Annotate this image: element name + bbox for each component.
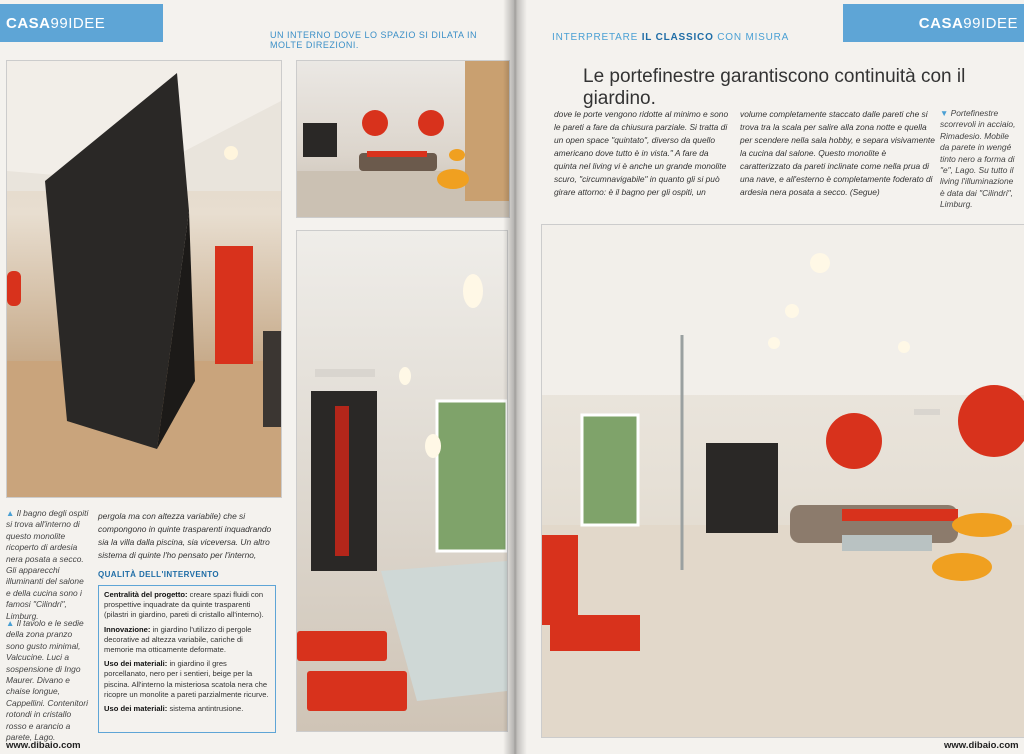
brand-bar-right <box>843 4 1024 42</box>
caption-arrow-icon: ▲ <box>6 508 17 518</box>
footer-url-left[interactable]: www.dibaio.com <box>6 740 81 751</box>
brand-bar-left <box>0 4 163 42</box>
caption-bagno: ▲ Il bagno degli ospiti si trova all'interno di questo monolite ricoperto di ardesia nera posata a secco. Gli apparecchi illuminanti del salone e della cucina sono i famosi "Cilindri", Limburg. <box>6 508 89 621</box>
left-body-text: pergola ma con altezza variabile) che si compongono in quinte trasparenti inquadrando sia la villa dalla piscina, sia viceversa. Un altro sistema di quinte l'ho pensato per l'interno, <box>98 511 272 560</box>
caption-portefinestre: ▼ Portefinestre scorrevoli in acciaio, Rimadesio. Mobile da parete in wengé tinto nero a forma di "e", Lago. Su tutto il living l'illuminazione è data dai "Cilindri", Limburg. <box>940 108 1016 210</box>
brand-logo-right: CASA99IDEE <box>918 14 1018 32</box>
caption-arrow-icon: ▼ <box>940 108 951 118</box>
photo-monolith <box>6 60 282 498</box>
caption-tavolo: ▲ Il tavolo e le sedie della zona pranzo sono gusto minimal, Valcucine. Luci a sospensione di Ingo Maurer. Divano e chaise longue, Cappellini. Contenitori rotondi in cristallo rosso e arancio a parete, Lago. <box>6 618 88 743</box>
photo-living-room <box>541 224 1024 738</box>
headline: Le portefinestre garantiscono continuità con il giardino. <box>583 66 966 109</box>
quality-item: Innovazione: in giardino l'utilizzo di pergole decorative ad altezza variabile, cariche di memorie ma otticamente deformate. <box>104 624 252 655</box>
photo-living-red-discs <box>296 60 510 218</box>
quality-item: Uso dei materiali: in giardino il gres porcellanato, nero per i sentieri, beige per la piscina. All'interno la misteriosa scatola nera che ricopre un monolite a pareti parzialmente ricurve. <box>104 659 269 699</box>
quality-item: Uso dei materiali: sistema antintrusione. <box>104 704 244 714</box>
section-kicker-left: UN INTERNO DOVE LO SPAZIO SI DILATA IN MOLTE DIREZIONI. <box>270 30 478 50</box>
right-body-col1: dove le porte vengono ridotte al minimo e sono le pareti a fare da chiusura parziale. Si tratta di un open space "quintato", diverso da quello americano dove tutto è in vista." A fare da quinta nel living vi è anche un grande monolite scuro, "circumnavigabile" in quanto gli si può girare attorno: è il bagno per gli ospiti, un <box>554 109 729 197</box>
photo-dining <box>296 230 508 732</box>
right-body-col2: volume completamente staccato dalle pareti che si trova tra la scala per salire alla zona notte e quella per scendere nella sala hobby, e separa visivamente la cucina dal salone. Questo monolite è caratterizzato da pareti inclinate come nella prua di una nave, e all'esterno è completamente foderato di ardesia nera posata a secco. (Segue) <box>740 109 935 197</box>
quality-box <box>98 585 276 733</box>
caption-arrow-icon: ▲ <box>6 618 17 628</box>
living-room-illustration <box>542 225 1024 737</box>
dining-illustration <box>297 231 507 731</box>
monolith-illustration <box>7 61 281 497</box>
living-illustration <box>297 61 509 217</box>
brand-logo-left: CASA99IDEE <box>6 14 106 32</box>
page-gutter <box>503 0 527 754</box>
quality-item: Centralità del progetto: creare spazi fluidi con prospettive inquadrate da quinte trasparenti (pilastri in giardino, pareti di cristallo all'interno). <box>104 590 264 620</box>
quality-box-title: QUALITÀ DELL'INTERVENTO <box>98 570 220 579</box>
section-kicker-right: INTERPRETARE IL CLASSICO CON MISURA <box>552 32 790 43</box>
footer-url-right[interactable]: www.dibaio.com <box>944 740 1019 751</box>
